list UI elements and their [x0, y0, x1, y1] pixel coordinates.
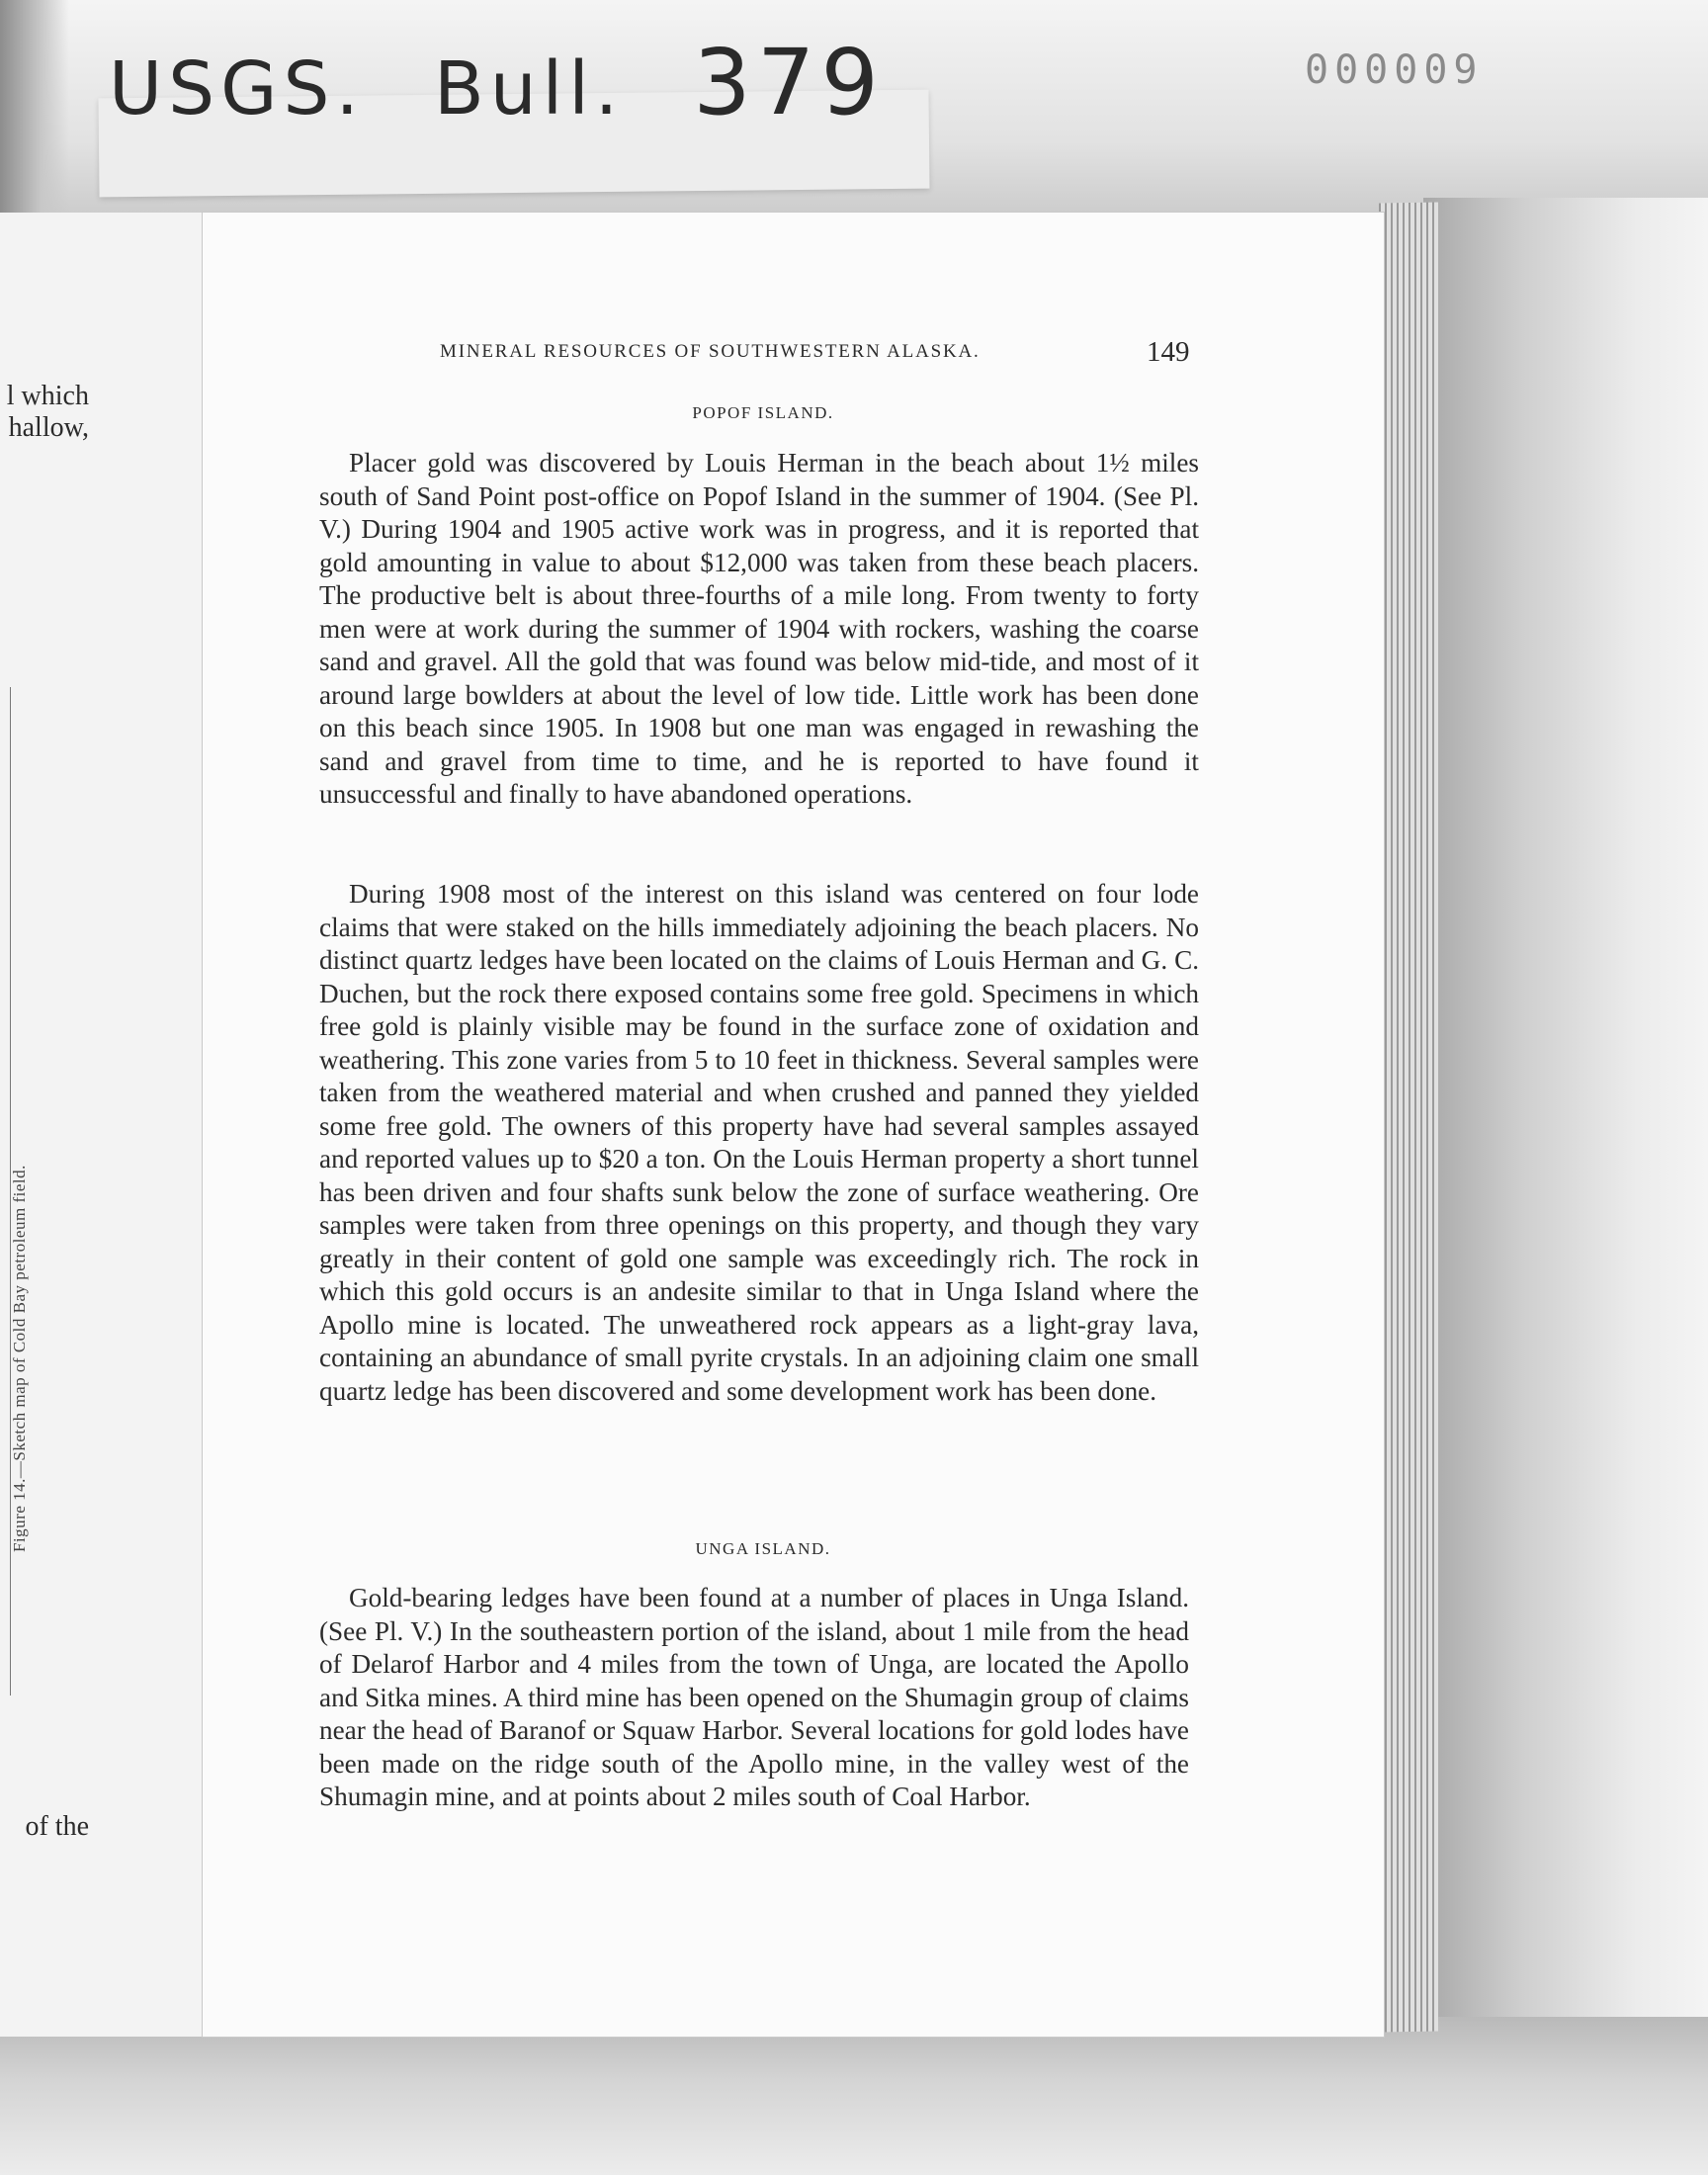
handwritten-agency: USGS. [109, 46, 365, 131]
paragraph: Gold-bearing ledges have been found at a number of places in Unga Island. (See Pl. V.) In the southeastern portion of the island, about 1 mile from the head of Delarof Harbor and 4 miles from the town of Unga, are located the Apollo and Sitka mines. A third mine has been opened on the Shumagin group of claims near the head of Baranof or Squaw Harbor. Several locations for gold lodes have been made on the ridge south of the Apollo mine, in the valley west of the Shumagin mine, and at points about 2 miles south of Coal Harbor. [319, 1583, 1189, 1811]
section-heading: POPOF ISLAND. [692, 403, 834, 422]
scan-shadow-bottom [0, 2017, 1708, 2175]
page-edges [1379, 202, 1438, 2032]
stamp-number: 000009 [1305, 47, 1484, 93]
paragraph: During 1908 most of the interest on this island was centered on four lode claims that were staked on the hills immediately adjoining the beach placers. No distinct quartz ledges have been located on the claims of Louis Herman and G. C. Duchen, but the rock there exposed contains some free gold. Specimens in which free gold is plainly visible may be found in the surface zone of oxidation and weathering. This zone varies from 5 to 10 feet in thickness. Several samples were taken from the weathered material and when crushed and panned they yielded some free gold. The owners of this property have had several samples assayed and reported values up to $20 a ton. On the Louis Herman property a short tunnel has been driven and four shafts sunk below the zone of surface weathering. Ore samples were taken from three openings on this property, and though they vary greatly in their content of gold one sample was exceedingly rich. The rock in which this gold occurs is an andesite similar to that in Unga Island where the Apollo mine is located. The unweathered rock appears as a light-gray lava, containing an abundance of small pyrite crystals. In an adjoining claim one small quartz ledge has been discovered and some development work has been done. [319, 879, 1199, 1406]
figure-caption: Figure 14.—Sketch map of Cold Bay petroleum field. [10, 1165, 29, 1552]
previous-page-fragment: of the [25, 1811, 89, 1842]
section-heading: UNGA ISLAND. [695, 1539, 831, 1558]
scan-shadow-left [0, 0, 69, 227]
previous-page-fragment: l which [6, 381, 89, 411]
paragraph: Placer gold was discovered by Louis Herman in the beach about 1½ miles south of Sand Point post-office on Popof Island in the summer of 1904. (See Pl. V.) During 1904 and 1905 active work was in progress, and it is reported that gold amounting in value to about $12,000 was taken from these beach placers. The productive belt is about three-fourths of a mile long. From twenty to forty men were at work during the summer of 1904 with rockers, washing the coarse sand and gravel. All the gold that was found was below mid-tide, and most of it around large bowlders at about the level of low tide. Little work has been done on this beach since 1905. In 1908 but one man was engaged in rewashing the sand and gravel from time to time, and he is reported to have found it unsuccessful and finally to have abandoned operations. [319, 448, 1199, 809]
running-head: MINERAL RESOURCES OF SOUTHWESTERN ALASKA. [440, 341, 981, 362]
page-number: 149 [1147, 336, 1190, 368]
handwritten-series: Bull. [433, 46, 625, 131]
scan-shadow-right [1423, 198, 1708, 2076]
handwritten-number: 379 [693, 30, 885, 135]
previous-page-fragment: hallow, [8, 412, 89, 443]
previous-page [0, 213, 205, 2037]
handwritten-label [109, 30, 954, 135]
